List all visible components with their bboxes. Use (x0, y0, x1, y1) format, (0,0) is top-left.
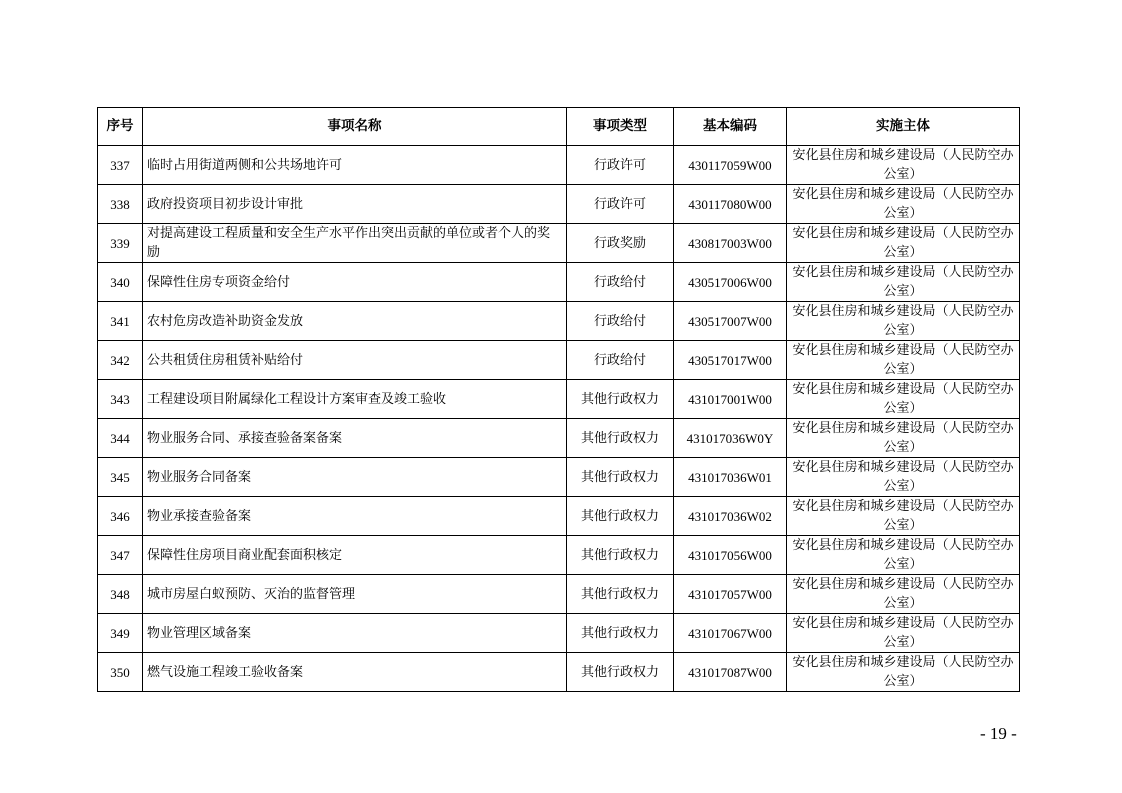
table-header (98, 108, 1020, 146)
cell-subject: 安化县住房和城乡建设局（人民防空办公室） (787, 341, 1020, 380)
cell-subject: 安化县住房和城乡建设局（人民防空办公室） (787, 575, 1020, 614)
cell-index: 342 (98, 341, 143, 380)
cell-index: 343 (98, 380, 143, 419)
cell-subject: 安化县住房和城乡建设局（人民防空办公室） (787, 380, 1020, 419)
cell-code: 431017067W00 (674, 614, 787, 653)
cell-type: 行政给付 (567, 341, 674, 380)
cell-index: 350 (98, 653, 143, 692)
cell-type: 其他行政权力 (567, 497, 674, 536)
cell-type: 行政许可 (567, 146, 674, 185)
cell-index: 348 (98, 575, 143, 614)
cell-code: 431017056W00 (674, 536, 787, 575)
cell-name: 物业管理区域备案 (143, 614, 567, 653)
cell-subject: 安化县住房和城乡建设局（人民防空办公室） (787, 302, 1020, 341)
cell-index: 347 (98, 536, 143, 575)
header-subject: 实施主体 (787, 108, 1020, 146)
cell-code: 430517017W00 (674, 341, 787, 380)
cell-code: 430817003W00 (674, 224, 787, 263)
table-row (98, 146, 1020, 185)
table-row (98, 185, 1020, 224)
cell-name: 燃气设施工程竣工验收备案 (143, 653, 567, 692)
cell-subject: 安化县住房和城乡建设局（人民防空办公室） (787, 419, 1020, 458)
cell-type: 行政许可 (567, 185, 674, 224)
cell-type: 其他行政权力 (567, 380, 674, 419)
cell-name: 物业服务合同备案 (143, 458, 567, 497)
cell-type: 行政给付 (567, 302, 674, 341)
cell-index: 337 (98, 146, 143, 185)
cell-code: 431017057W00 (674, 575, 787, 614)
cell-subject: 安化县住房和城乡建设局（人民防空办公室） (787, 185, 1020, 224)
table-row (98, 458, 1020, 497)
cell-index: 340 (98, 263, 143, 302)
cell-type: 其他行政权力 (567, 653, 674, 692)
cell-code: 431017087W00 (674, 653, 787, 692)
cell-name: 工程建设项目附属绿化工程设计方案审查及竣工验收 (143, 380, 567, 419)
cell-code: 430517006W00 (674, 263, 787, 302)
table-row (98, 536, 1020, 575)
cell-name: 城市房屋白蚁预防、灭治的监督管理 (143, 575, 567, 614)
cell-type: 行政奖励 (567, 224, 674, 263)
cell-subject: 安化县住房和城乡建设局（人民防空办公室） (787, 536, 1020, 575)
cell-subject: 安化县住房和城乡建设局（人民防空办公室） (787, 224, 1020, 263)
table-row (98, 302, 1020, 341)
table-row (98, 419, 1020, 458)
cell-type: 其他行政权力 (567, 614, 674, 653)
table-row (98, 224, 1020, 263)
table-body (98, 146, 1020, 692)
cell-subject: 安化县住房和城乡建设局（人民防空办公室） (787, 146, 1020, 185)
cell-name: 保障性住房项目商业配套面积核定 (143, 536, 567, 575)
table-row (98, 653, 1020, 692)
cell-type: 其他行政权力 (567, 419, 674, 458)
table-row (98, 614, 1020, 653)
cell-subject: 安化县住房和城乡建设局（人民防空办公室） (787, 614, 1020, 653)
cell-name: 保障性住房专项资金给付 (143, 263, 567, 302)
table-row (98, 575, 1020, 614)
table-row (98, 380, 1020, 419)
cell-subject: 安化县住房和城乡建设局（人民防空办公室） (787, 458, 1020, 497)
table-row (98, 497, 1020, 536)
cell-type: 其他行政权力 (567, 575, 674, 614)
cell-name: 公共租赁住房租赁补贴给付 (143, 341, 567, 380)
cell-subject: 安化县住房和城乡建设局（人民防空办公室） (787, 263, 1020, 302)
page-number: - 19 - (980, 724, 1017, 743)
cell-type: 其他行政权力 (567, 458, 674, 497)
cell-type: 其他行政权力 (567, 536, 674, 575)
table-row (98, 341, 1020, 380)
matters-table (97, 107, 1020, 692)
cell-code: 430117080W00 (674, 185, 787, 224)
cell-code: 431017036W01 (674, 458, 787, 497)
cell-code: 430517007W00 (674, 302, 787, 341)
cell-type: 行政给付 (567, 263, 674, 302)
table-row (98, 263, 1020, 302)
cell-name: 政府投资项目初步设计审批 (143, 185, 567, 224)
cell-subject: 安化县住房和城乡建设局（人民防空办公室） (787, 497, 1020, 536)
cell-name: 物业服务合同、承接查验备案备案 (143, 419, 567, 458)
cell-index: 349 (98, 614, 143, 653)
cell-index: 341 (98, 302, 143, 341)
cell-subject: 安化县住房和城乡建设局（人民防空办公室） (787, 653, 1020, 692)
cell-name: 临时占用街道两侧和公共场地许可 (143, 146, 567, 185)
header-name: 事项名称 (143, 108, 567, 146)
cell-index: 339 (98, 224, 143, 263)
header-type: 事项类型 (567, 108, 674, 146)
cell-code: 430117059W00 (674, 146, 787, 185)
cell-code: 431017001W00 (674, 380, 787, 419)
cell-code: 431017036W0Y (674, 419, 787, 458)
cell-code: 431017036W02 (674, 497, 787, 536)
cell-name: 对提高建设工程质量和安全生产水平作出突出贡献的单位或者个人的奖励 (143, 224, 567, 263)
cell-name: 农村危房改造补助资金发放 (143, 302, 567, 341)
cell-index: 344 (98, 419, 143, 458)
cell-name: 物业承接查验备案 (143, 497, 567, 536)
header-index: 序号 (98, 108, 143, 146)
header-code: 基本编码 (674, 108, 787, 146)
cell-index: 338 (98, 185, 143, 224)
cell-index: 345 (98, 458, 143, 497)
cell-index: 346 (98, 497, 143, 536)
header-row (98, 108, 1020, 146)
